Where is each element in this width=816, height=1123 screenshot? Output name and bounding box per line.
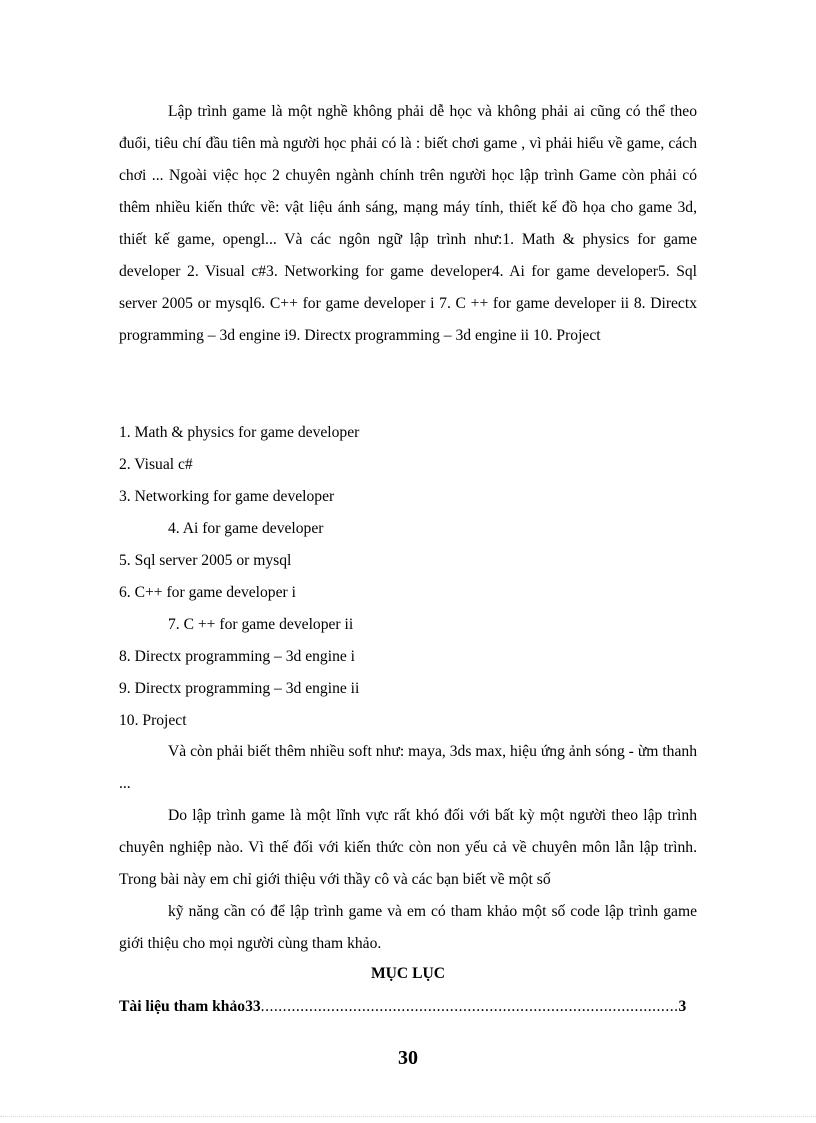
list-item: 5. Sql server 2005 or mysql <box>119 552 292 569</box>
list-item: 2. Visual c# <box>119 456 193 473</box>
closing-paragraph-continued: kỹ năng cần có để lập trình game và em có tham khảo một số code lập trình game giới thiệu cho mọi người cùng tham khảo. <box>119 903 697 952</box>
course-list <box>119 417 697 737</box>
list-item: 7. C ++ for game developer ii <box>168 616 354 633</box>
list-item: 4. Ai for game developer <box>168 520 324 537</box>
list-item: 8. Directx programming – 3d engine i <box>119 648 356 665</box>
list-item: 6. C++ for game developer i <box>119 584 296 601</box>
list-item: 1. Math & physics for game developer <box>119 424 360 441</box>
page-number: 30 <box>398 1047 418 1069</box>
page-bottom-rule <box>0 1116 816 1117</box>
software-paragraph: Và còn phải biết thêm nhiều soft như: maya, 3ds max, hiệu ứng ảnh sóng - ừm thanh ... <box>119 743 697 792</box>
toc-entry-dots: ............................................................................................... <box>260 998 679 1015</box>
closing-paragraph: Do lập trình game là một lĩnh vực rất khó đối với bất kỳ một người theo lập trình chuyên nghiệp nào. Vì thế đối với kiến thức còn non yếu cả về chuyên môn lẫn lập trình. Trong bài này em chỉ giới thiệu với thầy cô và các bạn biết về một số <box>119 807 697 888</box>
intro-paragraph: Lập trình game là một nghề không phải dễ học và không phải ai cũng có thể theo đuổi, tiêu chí đầu tiên mà người học phải có là : biết chơi game , vì phải hiểu về game, cách chơi ... Ngoài việc học 2 chuyên ngành chính trên người học lập trình Game còn phải có thêm nhiều kiến thức về: vật liệu ánh sáng, mạng máy tính, thiết kế đồ họa cho game 3d, thiết kế game, opengl... Và các ngôn ngữ lập trình như:1. Math & physics for game developer 2. Visual c#3. Networking for game developer4. Ai for game developer5. Sql server 2005 or mysql6. C++ for game developer i 7. C ++ for game developer ii 8. Directx programming – 3d engine i9. Directx programming – 3d engine ii 10. Project <box>119 103 697 344</box>
toc-entry[interactable] <box>119 993 687 1021</box>
toc-title: MỤC LỤC <box>370 965 446 982</box>
list-item: 9. Directx programming – 3d engine ii <box>119 680 360 697</box>
list-item: 10. Project <box>119 712 187 729</box>
toc-entry-page: 3 <box>678 998 687 1015</box>
toc-entry-label: Tài liệu tham khảo33 <box>119 998 261 1015</box>
list-item: 3. Networking for game developer <box>119 488 335 505</box>
